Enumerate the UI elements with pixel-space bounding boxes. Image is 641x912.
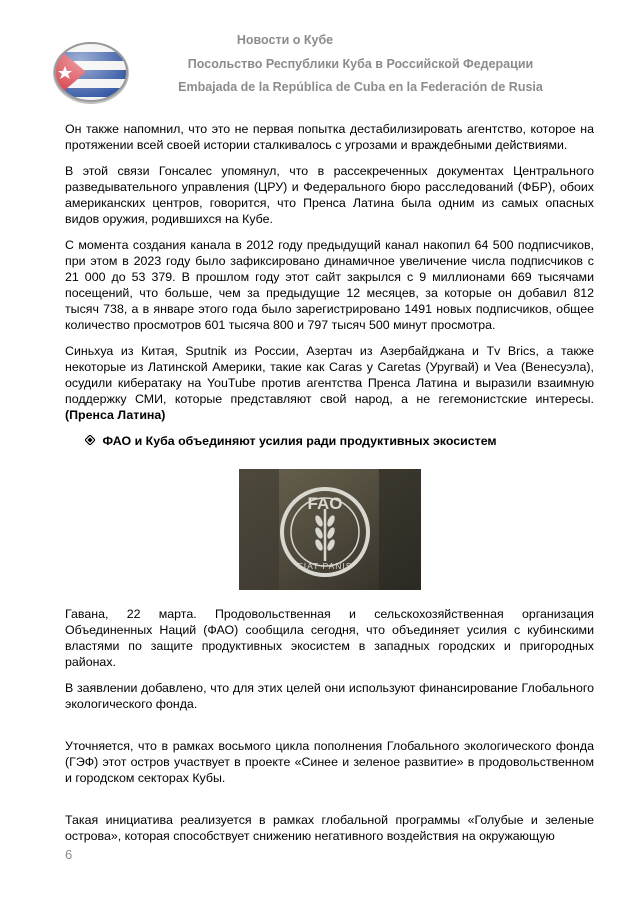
page-header [0,0,641,110]
header-embassy-ru: Посольство Республики Куба в Российской Федерации [187,57,534,71]
paragraph: Такая инициатива реализуется в рамках глобальной программы «Голубые и зеленые острова», которая способствует снижению негативного воздействия на окружающую [65,813,594,843]
paragraph: Уточняется, что в рамках восьмого цикла пополнения Глобального экологического фонда (ГЭФ) этот остров участвует в проекте «Синее и зеленое развитие» в продовольственном и городском секторах Кубы. [65,739,594,785]
article-body [65,121,594,854]
cuba-flag-globe-icon [52,40,130,104]
paragraph [65,343,594,423]
paragraph: С момента создания канала в 2012 году предыдущий канал накопил 64 500 подписчиков, при этом в 2023 году было зафиксировано динамичное увеличение числа подписчиков с 21 000 до 53 379. В прошлом году этот сайт закрылся с 9 миллионами 669 тысячами посещений, что больше, чем за предыдущие 12 месяцев, за которые он добавил 812 тысяч 738, а в январе этого года было зарегистрировано 1491 новых подписчиков, общее количество просмотров 601 тысяча 800 и 797 тысяч 500 минут просмотра. [65,238,594,332]
fao-logo-letters: FAO [307,494,342,513]
paragraph: Гавана, 22 марта. Продовольственная и сельскохозяйственная организация Объединенных Наций (ФАО) сообщила сегодня, что объединяет усилия с кубинскими властями по защите продуктивных экосистем в западных городских и пригородных районах. [65,607,594,669]
fao-logo-motto: FIAT PANIS [297,561,352,571]
paragraph: В этой связи Гонсалес упомянул, что в рассекреченных документах Центрального разведывательного управления (ЦРУ) и Федерального бюро расследований (ФБР), обоих американских центров, говорится, что Пренса Латина была одним из самых опасных видов оружия, родившихся на Кубе. [65,164,594,226]
paragraph: Он также напомнил, что это не первая попытка дестабилизировать агентство, которое на протяжении всей своей истории сталкивалось с угрозами и враждебными действиями. [65,122,594,152]
header-title: Новости о Кубе [236,33,334,47]
section-heading-text: ФАО и Куба объединяют усилия ради продуктивных экосистем [102,434,497,448]
paragraph: В заявлении добавлено, что для этих целей они используют финансирование Глобального экологического фонда. [65,681,594,711]
section-heading [85,433,594,449]
diamond-bullet-icon [85,433,99,449]
fao-logo-image [239,469,421,590]
source-attribution: (Пренса Латина) [65,408,166,422]
header-embassy-es: Embajada de la República de Cuba en la Federación de Rusia [178,80,543,94]
page-number: 6 [65,847,73,862]
paragraph-text: Синьхуа из Китая, Sputnik из России, Азертач из Азербайджана и Tv Brics, а также некоторые из Латинской Америки, такие как Caras y Caretas (Уругвай) и Vea (Венесуэла), осудили кибератаку на YouTube против агентства Пренса Латина и выразили взаимную поддержку СМИ, которые представляют свой народ, а не гегемонистские интересы. [65,344,594,406]
